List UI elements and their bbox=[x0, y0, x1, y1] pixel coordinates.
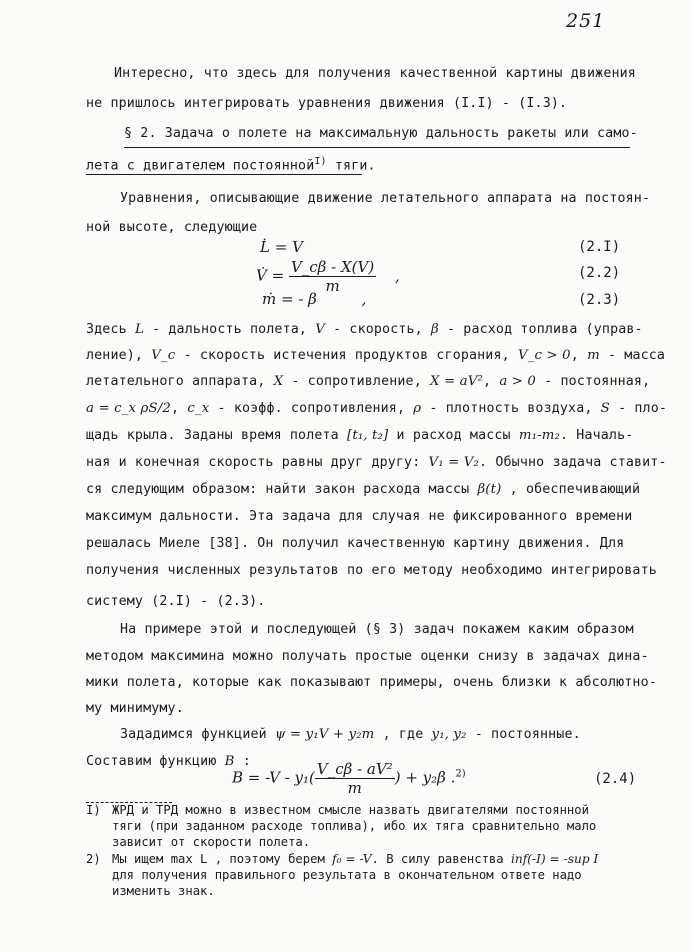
symbol-B: B bbox=[224, 754, 235, 769]
symbol-time-interval: [t₁, t₂] bbox=[346, 428, 389, 443]
p3-line-4: му минимуму. bbox=[86, 701, 184, 716]
symbol-a-formula: a = c_x ρS/2 bbox=[86, 401, 172, 416]
symbol-cx: c_x bbox=[187, 401, 210, 416]
equation-2-3-text: ṁ = - β bbox=[262, 290, 317, 308]
p2-line-1: Здесь L - дальность полета, V - скорость, β - расход топлива (управ- bbox=[86, 322, 643, 337]
intro-line-2: не пришлось интегрировать уравнения движения (I.I) - (I.3). bbox=[86, 96, 568, 111]
equation-2-4-lhs: B = -V - y₁( bbox=[232, 768, 315, 787]
symbol-Vc-positive: V_c > 0 bbox=[517, 348, 571, 363]
footnote-1-line-1: ЖРД и ТРД можно в известном смысле назвать двигателями постоянной bbox=[112, 803, 589, 817]
equation-2-4-numerator: V_cβ - aV² bbox=[316, 760, 393, 778]
symbol-X: X bbox=[273, 374, 284, 389]
equation-2-3-comma: , bbox=[361, 290, 367, 308]
symbol-V: V bbox=[315, 322, 325, 337]
p2-line-9: решалась Миеле [38]. Он получил качественную картину движения. Для bbox=[86, 536, 625, 551]
symbol-inf-sup: inf(-I) = -sup I bbox=[510, 852, 599, 866]
equation-number-2-2: (2.2) bbox=[578, 265, 621, 281]
p1-line-1: Уравнения, описывающие движение летательного аппарата на постоян- bbox=[120, 191, 651, 206]
section-underline-2 bbox=[86, 174, 362, 175]
equation-number-2-1: (2.I) bbox=[578, 239, 621, 255]
p2-line-7: ся следующим образом: найти закон расхода массы β(t) , обеспечивающий bbox=[86, 482, 641, 497]
equation-2-2-numerator: V_cβ - X(V) bbox=[290, 258, 375, 276]
section-heading-line-1: § 2. Задача о полете на максимальную дальность ракеты или само- bbox=[124, 126, 638, 141]
p3-line-3: мики полета, которые как показывают примеры, очень близки к абсолютно- bbox=[86, 675, 657, 690]
symbol-X-formula: X = aV² bbox=[430, 374, 483, 389]
section-heading-text: лета с двигателем постоянной bbox=[86, 158, 315, 174]
p2-line-6: ная и конечная скорость равны друг другу: V₁ = V₂. Обычно задача ставит- bbox=[86, 455, 667, 470]
symbol-y-constants: y₁, y₂ bbox=[431, 727, 467, 742]
page-number: 251 bbox=[566, 10, 606, 32]
equation-2-4-denominator: m bbox=[347, 779, 362, 797]
equation-2-4 bbox=[232, 760, 466, 797]
footnote-ref-1: I) bbox=[314, 156, 327, 167]
symbol-beta: β bbox=[430, 322, 439, 337]
symbol-rho: ρ bbox=[413, 401, 422, 416]
symbol-f0: f₀ = -V bbox=[332, 852, 372, 866]
footnote-2-line-2: для получения правильного результата в окончательном ответе надо bbox=[112, 868, 582, 882]
p2-line-10: получения численных результатов по его методу необходимо интегрировать bbox=[86, 563, 657, 578]
section-heading-end: тяги. bbox=[334, 158, 376, 174]
footnote-2-mark: 2) bbox=[86, 852, 101, 866]
symbol-S: S bbox=[600, 401, 610, 416]
symbol-mass-diff: m₁-m₂ bbox=[518, 428, 560, 443]
equation-2-4-fraction bbox=[315, 760, 395, 797]
symbol-v1-v2: V₁ = V₂ bbox=[428, 455, 480, 470]
p2-line-2: ление), V_c - скорость истечения продуктов сгорания, V_c > 0, m - масса bbox=[86, 348, 666, 363]
p3-line-1: На примере этой и последующей (§ 3) задач покажем каким образом bbox=[120, 622, 634, 637]
p1-line-2: ной высоте, следующие bbox=[86, 220, 258, 235]
symbol-Vc: V_c bbox=[151, 348, 176, 363]
p4-line-1: Зададимся функцией ψ = y₁V + y₂m , где y₁, y₂ - постоянные. bbox=[120, 727, 581, 742]
symbol-beta-t: β(t) bbox=[477, 482, 502, 497]
equation-2-2-lhs: V̇ = bbox=[256, 266, 285, 285]
equation-2-3 bbox=[262, 290, 366, 308]
symbol-psi-formula: ψ = y₁V + y₂m bbox=[274, 727, 375, 742]
p2-line-3: летательного аппарата, X - сопротивление, X = aV², a > 0 - постоянная, bbox=[86, 374, 651, 389]
symbol-a-positive: a > 0 bbox=[499, 374, 537, 389]
p3-line-2: методом максимина можно получать простые оценки снизу в задачах дина- bbox=[86, 649, 649, 664]
symbol-L: L bbox=[134, 322, 144, 337]
footnote-1-line-2: тяги (при заданном расходе топлива), ибо их тяга сравнительно мало bbox=[112, 819, 597, 833]
p2-line-4: a = c_x ρS/2, c_x - коэфф. сопротивления, ρ - плотность воздуха, S - пло- bbox=[86, 401, 668, 416]
intro-line-1: Интересно, что здесь для получения качественной картины движения bbox=[114, 66, 636, 81]
equation-number-2-4: (2.4) bbox=[594, 771, 637, 787]
section-heading-line-2 bbox=[86, 154, 376, 174]
p2-line-5: щадь крыла. Заданы время полета [t₁, t₂] и расход массы m₁-m₂. Началь- bbox=[86, 428, 634, 443]
footnote-1-line-3: зависит от скорости полета. bbox=[112, 835, 311, 849]
symbol-m: m bbox=[587, 348, 600, 363]
p2-line-8: максимум дальности. Эта задача для случая не фиксированного времени bbox=[86, 509, 633, 524]
p2-line-11: систему (2.I) - (2.3). bbox=[86, 594, 266, 609]
footnote-ref-2: 2) bbox=[455, 768, 466, 780]
equation-2-2-denominator: m bbox=[325, 277, 340, 295]
section-underline-1 bbox=[124, 147, 630, 148]
footnote-2-line-3: изменить знак. bbox=[112, 884, 215, 898]
equation-2-4-rhs: ) + y₂β . bbox=[394, 768, 456, 787]
footnote-1-mark: I) bbox=[86, 803, 101, 817]
equation-2-2-comma: , bbox=[394, 266, 400, 285]
footnote-2-line-1: Мы ищем max L , поэтому берем f₀ = -V. В силу равенства inf(-I) = -sup I bbox=[112, 852, 599, 866]
equation-number-2-3: (2.3) bbox=[578, 292, 621, 308]
equation-2-1: L̇ = V bbox=[260, 238, 303, 256]
p4-line-2: Составим функцию B : bbox=[86, 754, 251, 769]
